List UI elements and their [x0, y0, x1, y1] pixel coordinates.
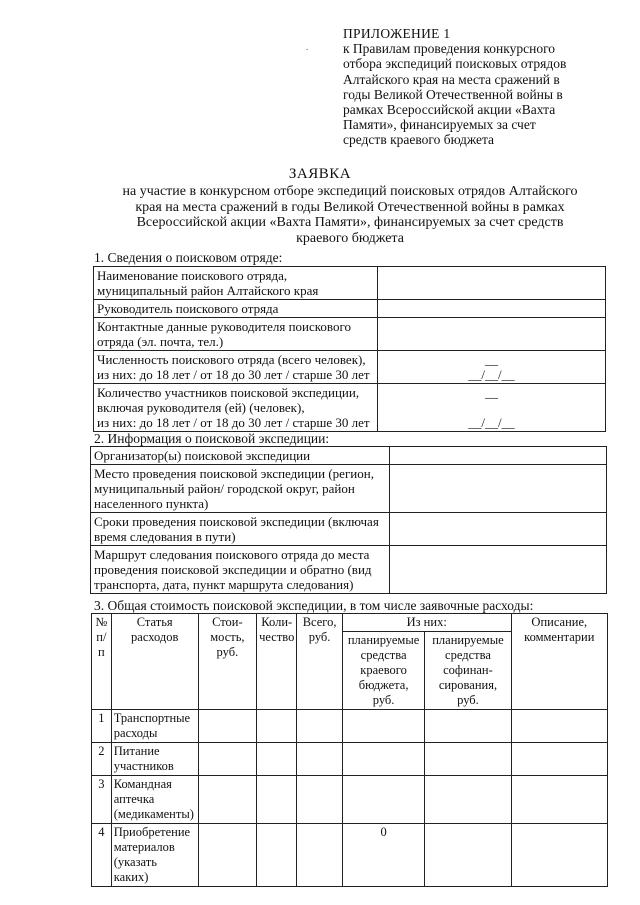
cell-line: __/__/__ [468, 367, 515, 382]
row-regional[interactable] [342, 743, 425, 776]
header-line: расходов [131, 630, 179, 644]
cell-line: транспорта, дата, пункт маршрута следования) [94, 577, 354, 592]
header-line: планируемые [432, 633, 504, 647]
table-cell-label [91, 447, 390, 465]
table-header-row [92, 614, 608, 632]
row-total[interactable] [297, 776, 342, 824]
header-line: руб. [457, 693, 479, 707]
table-row [94, 267, 606, 300]
cell-line: участников [113, 759, 174, 773]
cell-line: время следования в пути) [94, 529, 236, 544]
expenses-table [91, 613, 608, 887]
cell-line: Количество участников поисковой экспедиции, [97, 385, 360, 400]
table-cell-value[interactable] [390, 546, 607, 594]
cell-line: Сроки проведения поисковой экспедиции (включая [94, 514, 379, 529]
cell-line: материалов [113, 840, 175, 854]
header-item [111, 614, 198, 710]
row-description[interactable] [511, 776, 607, 824]
header-qty [257, 614, 297, 710]
appendix-title: ПРИЛОЖЕНИЕ 1 [343, 26, 451, 41]
row-cofin[interactable] [425, 824, 511, 887]
table-row [94, 384, 606, 432]
row-item [111, 743, 198, 776]
row-cost[interactable] [198, 710, 257, 743]
cell-line: муниципальный район/ городской округ, район [94, 481, 355, 496]
row-cofin[interactable] [425, 776, 511, 824]
header-line: сирования, [438, 678, 498, 692]
header-line: средства [360, 648, 407, 662]
cell-line: __ [485, 385, 498, 400]
table-row [94, 351, 606, 384]
row-total[interactable] [297, 824, 342, 887]
cell-line: Наименование поискового отряда, [97, 268, 288, 283]
cell-line: населенного пункта) [94, 496, 209, 511]
header-line: № [95, 615, 108, 629]
header-line: руб. [308, 630, 331, 644]
table-row [92, 743, 608, 776]
row-total[interactable] [297, 710, 342, 743]
row-qty[interactable] [257, 710, 297, 743]
table-cell-value[interactable] [390, 513, 607, 546]
appendix-line: годы Великой Отечественной войны в [343, 86, 563, 102]
header-line: руб. [372, 693, 395, 707]
section2-heading: 2. Информация о поисковой экспедиции: [94, 431, 330, 446]
appendix-line: отбора экспедиций поисковых отрядов [343, 56, 567, 72]
row-qty[interactable] [257, 776, 297, 824]
table-cell-label [94, 300, 378, 318]
expedition-info-table [90, 446, 607, 594]
row-cofin[interactable] [425, 743, 511, 776]
header-line: софинан- [443, 663, 493, 677]
header-line: Описание, [531, 615, 588, 629]
header-of-them: Из них: [342, 614, 511, 632]
cell-line: Контактные данные руководителя поискового [97, 319, 351, 334]
row-num: 4 [92, 824, 112, 887]
header-line: комментарии [524, 630, 595, 644]
header-description [511, 614, 607, 710]
header-line: п/п [96, 630, 107, 659]
appendix-line: Алтайского края на места сражений в [343, 71, 560, 87]
row-item [111, 776, 198, 824]
cell-line: Приобретение [113, 825, 191, 839]
row-item [111, 710, 198, 743]
cell-line: Транспортные [113, 711, 191, 725]
table-cell-label [91, 513, 390, 546]
header-planned-cofinancing [425, 632, 511, 710]
table-row [92, 776, 608, 824]
table-row [92, 710, 608, 743]
row-description[interactable] [511, 710, 607, 743]
table-cell-label [94, 384, 378, 432]
appendix-text [343, 41, 600, 147]
header-planned-regional [342, 632, 425, 710]
row-description[interactable] [511, 824, 607, 887]
cell-line: (указать [113, 855, 157, 869]
document-title: ЗАЯВКА [288, 166, 352, 182]
header-line: Статья [136, 615, 173, 629]
table-cell-value[interactable] [378, 300, 606, 318]
section3-heading: 3. Общая стоимость поисковой экспедиции, в том числе заявочные расходы: [94, 598, 534, 613]
table-cell-label [94, 267, 378, 300]
subtitle-line: Всероссийской акции «Вахта Памяти», финансируемых за счет средств [136, 215, 564, 231]
appendix-line: Памяти», финансируемых за счет [343, 117, 536, 133]
table-row [91, 447, 607, 465]
header-line: краевого [360, 663, 407, 677]
subtitle-line: края на места сражений в годы Великой Отечественной войны в рамках [135, 199, 565, 215]
appendix-line: к Правилам проведения конкурсного [343, 41, 556, 57]
cell-line: из них: до 18 лет / от 18 до 30 лет / старше 30 лет [97, 367, 370, 382]
header-line: Стои- [212, 615, 243, 629]
cell-line: Питание [113, 744, 160, 758]
cell-line: муниципальный район Алтайского края [97, 283, 319, 298]
table-row [91, 465, 607, 513]
row-item [111, 824, 198, 887]
header-cost [198, 614, 257, 710]
row-num: 3 [92, 776, 112, 824]
cell-line: расходы [113, 726, 158, 740]
table-cell-value[interactable] [390, 465, 607, 513]
table-row [91, 513, 607, 546]
row-qty[interactable] [257, 743, 297, 776]
row-regional[interactable]: 0 [342, 824, 425, 887]
table-cell-label [94, 318, 378, 351]
cell-line: Командная [113, 777, 172, 791]
table-row [92, 824, 608, 887]
cell-line: Место проведения поисковой экспедиции (регион, [94, 466, 374, 481]
header-line: чество [259, 630, 295, 644]
header-line: средства [445, 648, 491, 662]
row-description[interactable] [511, 743, 607, 776]
table-cell-label [91, 546, 390, 594]
cell-line: Организатор(ы) поисковой экспедиции [94, 448, 311, 463]
appendix-header [343, 26, 600, 148]
header-line: Коли- [261, 615, 293, 629]
subtitle-line: на участие в конкурсном отборе экспедиций поисковых отрядов Алтайского [122, 184, 578, 199]
table-cell-value[interactable] [378, 267, 606, 300]
table-row [94, 300, 606, 318]
cell-line: __/__/__ [468, 415, 515, 430]
appendix-line: рамках Всероссийской акции «Вахта [343, 102, 556, 118]
cell-line: __ [485, 352, 498, 367]
table-cell-value[interactable] [390, 447, 607, 465]
section1-heading: 1. Сведения о поисковом отряде: [94, 250, 283, 265]
row-num: 2 [92, 743, 112, 776]
table-cell-label [91, 465, 390, 513]
table-cell-value[interactable] [378, 384, 606, 432]
cell-line: включая руководителя (ей) (человек), [97, 400, 305, 415]
row-regional[interactable] [342, 710, 425, 743]
cell-line: (медикаменты) [113, 807, 194, 821]
cell-line [381, 400, 602, 415]
cell-line: Руководитель поискового отряда [97, 301, 279, 316]
cell-line: каких) [113, 870, 149, 884]
row-cost[interactable] [198, 824, 257, 887]
cell-line: Численность поискового отряда (всего человек), [97, 352, 366, 367]
row-qty[interactable] [257, 824, 297, 887]
stray-mark: . [306, 42, 309, 52]
row-total[interactable] [297, 743, 342, 776]
header-num [92, 614, 112, 710]
table-cell-value[interactable] [378, 351, 606, 384]
document-subtitle [98, 184, 602, 246]
cell-line: отряда (эл. почта, тел.) [97, 334, 224, 349]
header-line: Всего, [302, 615, 337, 629]
header-total [297, 614, 342, 710]
squad-info-table [93, 266, 606, 432]
table-cell-label [94, 351, 378, 384]
row-num: 1 [92, 710, 112, 743]
cell-line: проведения поисковой экспедиции и обратно (вид [94, 562, 372, 577]
cell-line: Маршрут следования поискового отряда до места [94, 547, 370, 562]
cell-line: аптечка [113, 792, 155, 806]
header-line: планируемые [347, 633, 420, 647]
row-regional[interactable] [342, 776, 425, 824]
row-cost[interactable] [198, 776, 257, 824]
appendix-line: средств краевого бюджета [343, 132, 495, 148]
subtitle-line: краевого бюджета [296, 230, 404, 246]
table-cell-value[interactable] [378, 318, 606, 351]
table-row [91, 546, 607, 594]
header-line: бюджета, [358, 678, 409, 692]
row-cost[interactable] [198, 743, 257, 776]
header-line: мость, руб. [210, 630, 245, 659]
table-row [94, 318, 606, 351]
row-cofin[interactable] [425, 710, 511, 743]
cell-line: из них: до 18 лет / от 18 до 30 лет / старше 30 лет [97, 415, 370, 430]
